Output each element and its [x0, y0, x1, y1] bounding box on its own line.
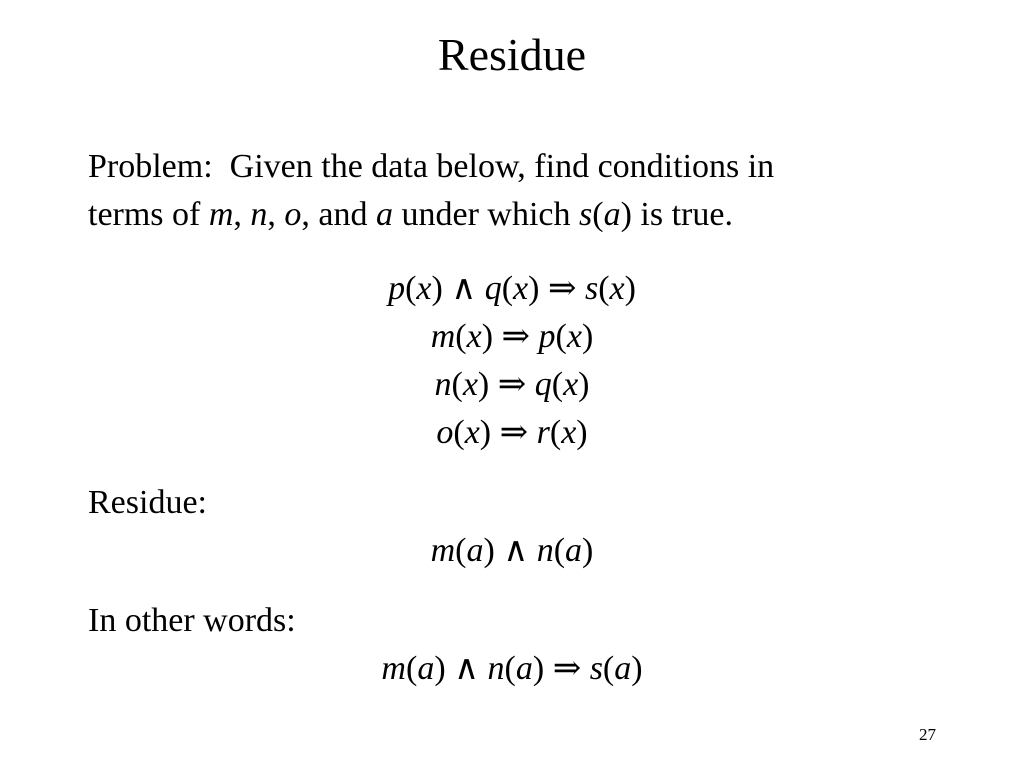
paren: ): [528, 270, 540, 307]
paren: ): [576, 414, 588, 451]
separator: ,: [267, 196, 285, 233]
variable: x: [609, 270, 625, 307]
var-o: o: [284, 196, 302, 233]
slide-title: Residue: [437, 29, 587, 80]
predicate: n: [536, 532, 554, 569]
problem-text-2b: under which: [393, 196, 580, 233]
rule-1: [0, 265, 1024, 313]
page-number: 27: [919, 725, 936, 744]
rule-4: [0, 409, 1024, 457]
residue-label: Residue:: [88, 484, 207, 521]
variable: a: [614, 650, 632, 687]
predicate: p: [538, 318, 556, 355]
variable: a: [565, 532, 583, 569]
paren: (: [455, 318, 467, 355]
paren: ): [434, 650, 446, 687]
paren: (: [453, 414, 465, 451]
paren: (: [455, 532, 467, 569]
variable: x: [466, 318, 482, 355]
predicate: m: [381, 650, 406, 687]
variable: x: [561, 414, 577, 451]
predicate: s: [589, 650, 603, 687]
paren: (: [504, 650, 516, 687]
implies-arrow: ⇒: [547, 270, 577, 307]
implies-arrow: ⇒: [552, 650, 582, 687]
var-a: a: [603, 196, 621, 233]
rule-2: [0, 313, 1024, 361]
and-operator: ∧: [454, 650, 480, 687]
paren: (: [501, 270, 514, 307]
variable: x: [513, 270, 529, 307]
paren: (: [602, 650, 615, 687]
implies-arrow: ⇒: [499, 414, 529, 451]
separator: , and: [301, 196, 377, 233]
variable: a: [515, 650, 533, 687]
paren: ): [483, 532, 495, 569]
paren: ): [431, 270, 443, 307]
predicate: m: [430, 532, 456, 569]
problem-line-1: [88, 143, 948, 191]
paren: (: [553, 532, 566, 569]
paren: ): [479, 414, 492, 451]
paren: ): [477, 366, 490, 403]
variable: x: [563, 366, 579, 403]
predicate: n: [434, 366, 452, 403]
problem-line-2: [88, 191, 948, 239]
paren: ): [532, 650, 545, 687]
variable: x: [462, 366, 478, 403]
predicate: s: [584, 270, 599, 307]
paren: (: [451, 366, 463, 403]
paren: ): [481, 318, 494, 355]
problem-text-2c: is true.: [631, 196, 733, 233]
paren: ): [581, 318, 594, 355]
predicate: q: [484, 270, 502, 307]
paren: (: [598, 270, 610, 307]
paren: (: [405, 270, 417, 307]
variable: x: [464, 414, 480, 451]
implies-arrow: ⇒: [501, 318, 531, 355]
var-a: a: [376, 196, 394, 233]
paren: ): [620, 196, 632, 233]
variable: x: [566, 318, 582, 355]
variable: a: [417, 650, 435, 687]
predicate: o: [436, 414, 454, 451]
predicate: m: [430, 318, 456, 355]
variable: x: [416, 270, 432, 307]
paren: ): [624, 270, 636, 307]
paren: (: [592, 196, 604, 233]
paren: ): [631, 650, 643, 687]
variable: a: [466, 532, 484, 569]
problem-text-1: Given the data below, find conditions in: [229, 148, 775, 185]
problem-label: Problem:: [88, 148, 213, 185]
paren: ): [578, 366, 590, 403]
paren: (: [405, 650, 418, 687]
predicate: n: [487, 650, 505, 687]
predicate: q: [534, 366, 552, 403]
and-operator: ∧: [503, 532, 529, 569]
var-n: n: [250, 196, 268, 233]
problem-text-2a: terms of: [88, 196, 209, 233]
paren: (: [549, 414, 562, 451]
implies-arrow: ⇒: [497, 366, 527, 403]
paren: (: [551, 366, 564, 403]
residue-formula: [0, 527, 1024, 575]
var-s: s: [579, 196, 593, 233]
var-m: m: [208, 196, 234, 233]
other-words-formula: [0, 645, 1024, 693]
predicate: p: [388, 270, 406, 307]
other-words-label: In other words:: [88, 602, 296, 639]
predicate: r: [536, 414, 550, 451]
rule-3: [0, 361, 1024, 409]
paren: (: [555, 318, 567, 355]
and-operator: ∧: [451, 270, 477, 307]
paren: ): [582, 532, 594, 569]
separator: ,: [233, 196, 251, 233]
